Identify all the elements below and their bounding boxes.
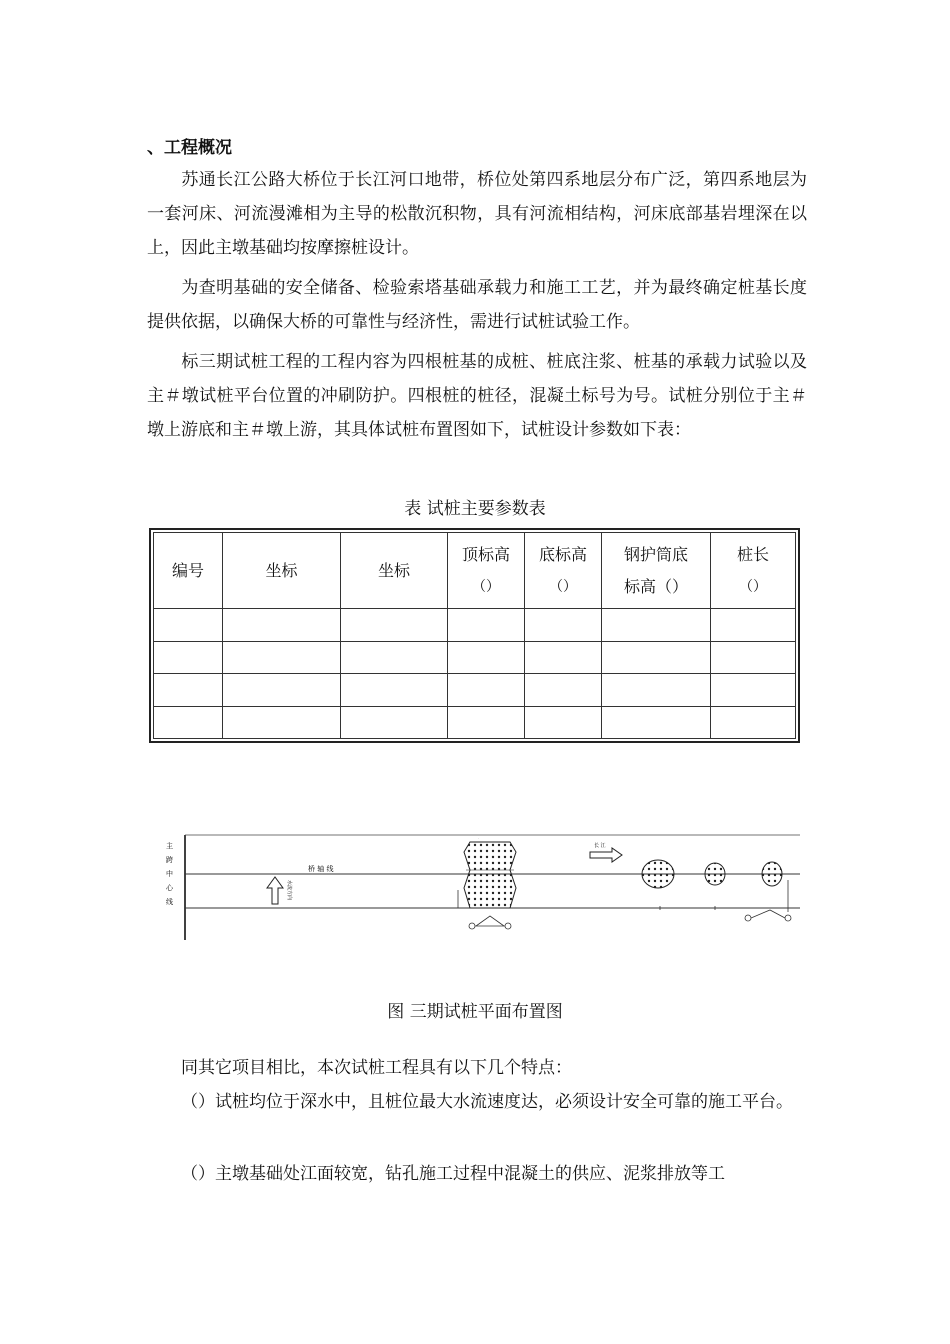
paragraph-text: 同其它项目相比，本次试桩工程具有以下几个特点： xyxy=(181,1058,572,1078)
header-cell: 编号 xyxy=(154,533,223,609)
center-line-label: 主跨中心线 xyxy=(166,842,173,906)
parameter-table xyxy=(153,532,796,739)
table-row xyxy=(154,609,796,642)
pile-layout-figure xyxy=(160,830,800,945)
paragraph-text: 为查明基础的安全储备、检验索塔基础承载力和施工工艺，并为最终确定桩基长度提供依据，以确保大桥的可靠性与经济性，需进行试桩试验工作。 xyxy=(147,278,807,332)
table-row xyxy=(154,641,796,674)
flow-label: 水流方向 xyxy=(286,880,292,901)
header-cell: 坐标 xyxy=(341,533,448,609)
test-pile-1 xyxy=(642,860,674,888)
paragraph-overview xyxy=(147,163,807,265)
header-cell: 桩长 （） xyxy=(711,533,796,609)
flow-arrow-icon xyxy=(267,877,283,904)
paragraph-text: 苏通长江公路大桥位于长江河口地带，桥位处第四系地层分布广泛，第四系地层为一套河床、河流漫滩相为主导的松散沉积物，具有河流相结构，河床底部基岩埋深在以上，因此主墩基础均按摩擦桩设计。 xyxy=(147,170,807,258)
table-header-row xyxy=(154,533,796,609)
svg-text:·: · xyxy=(478,836,479,840)
header-cell: 底标高 （） xyxy=(525,533,602,609)
river-label: 长 江 xyxy=(594,843,606,849)
paragraph-feature-2 xyxy=(147,1157,807,1191)
test-pile-3 xyxy=(762,862,782,886)
table-row xyxy=(154,674,796,707)
figure-caption: 图 三期试桩平面布置图 xyxy=(387,1002,563,1022)
paragraph-scope xyxy=(147,345,807,447)
table-caption: 表 试桩主要参数表 xyxy=(404,499,546,519)
header-cell: 顶标高 （） xyxy=(448,533,525,609)
parameter-table-frame xyxy=(149,528,800,743)
paragraph-text: （）主墩基础处江面较宽，钻孔施工过程中混凝土的供应、泥浆排放等工 xyxy=(181,1164,725,1184)
paragraph-features-intro xyxy=(147,1051,807,1085)
header-cell: 钢护筒底 标高（） xyxy=(602,533,711,609)
table-row xyxy=(154,706,796,739)
paragraph-purpose xyxy=(147,271,807,339)
header-cell: 坐标 xyxy=(223,533,341,609)
paragraph-feature-1 xyxy=(147,1085,807,1119)
river-arrow-icon xyxy=(590,848,622,862)
section-heading: 、工程概况 xyxy=(147,138,232,158)
bridge-axis-label: 桥 轴 线 xyxy=(308,865,334,873)
test-pile-2 xyxy=(705,863,725,885)
main-pier-platform xyxy=(464,842,516,908)
paragraph-text: （）试桩均位于深水中，且桩位最大水流速度达，必须设计安全可靠的施工平台。 xyxy=(181,1092,793,1112)
paragraph-text: 标三期试桩工程的工程内容为四根桩基的成桩、桩底注浆、桩基的承载力试验以及主＃墩试桩平台位置的冲刷防护。四根桩的桩径，混凝土标号为号。试桩分别位于主＃墩上游底和主＃墩上游，其具体试桩布置图如下，试桩设计参数如下表： xyxy=(147,352,807,440)
